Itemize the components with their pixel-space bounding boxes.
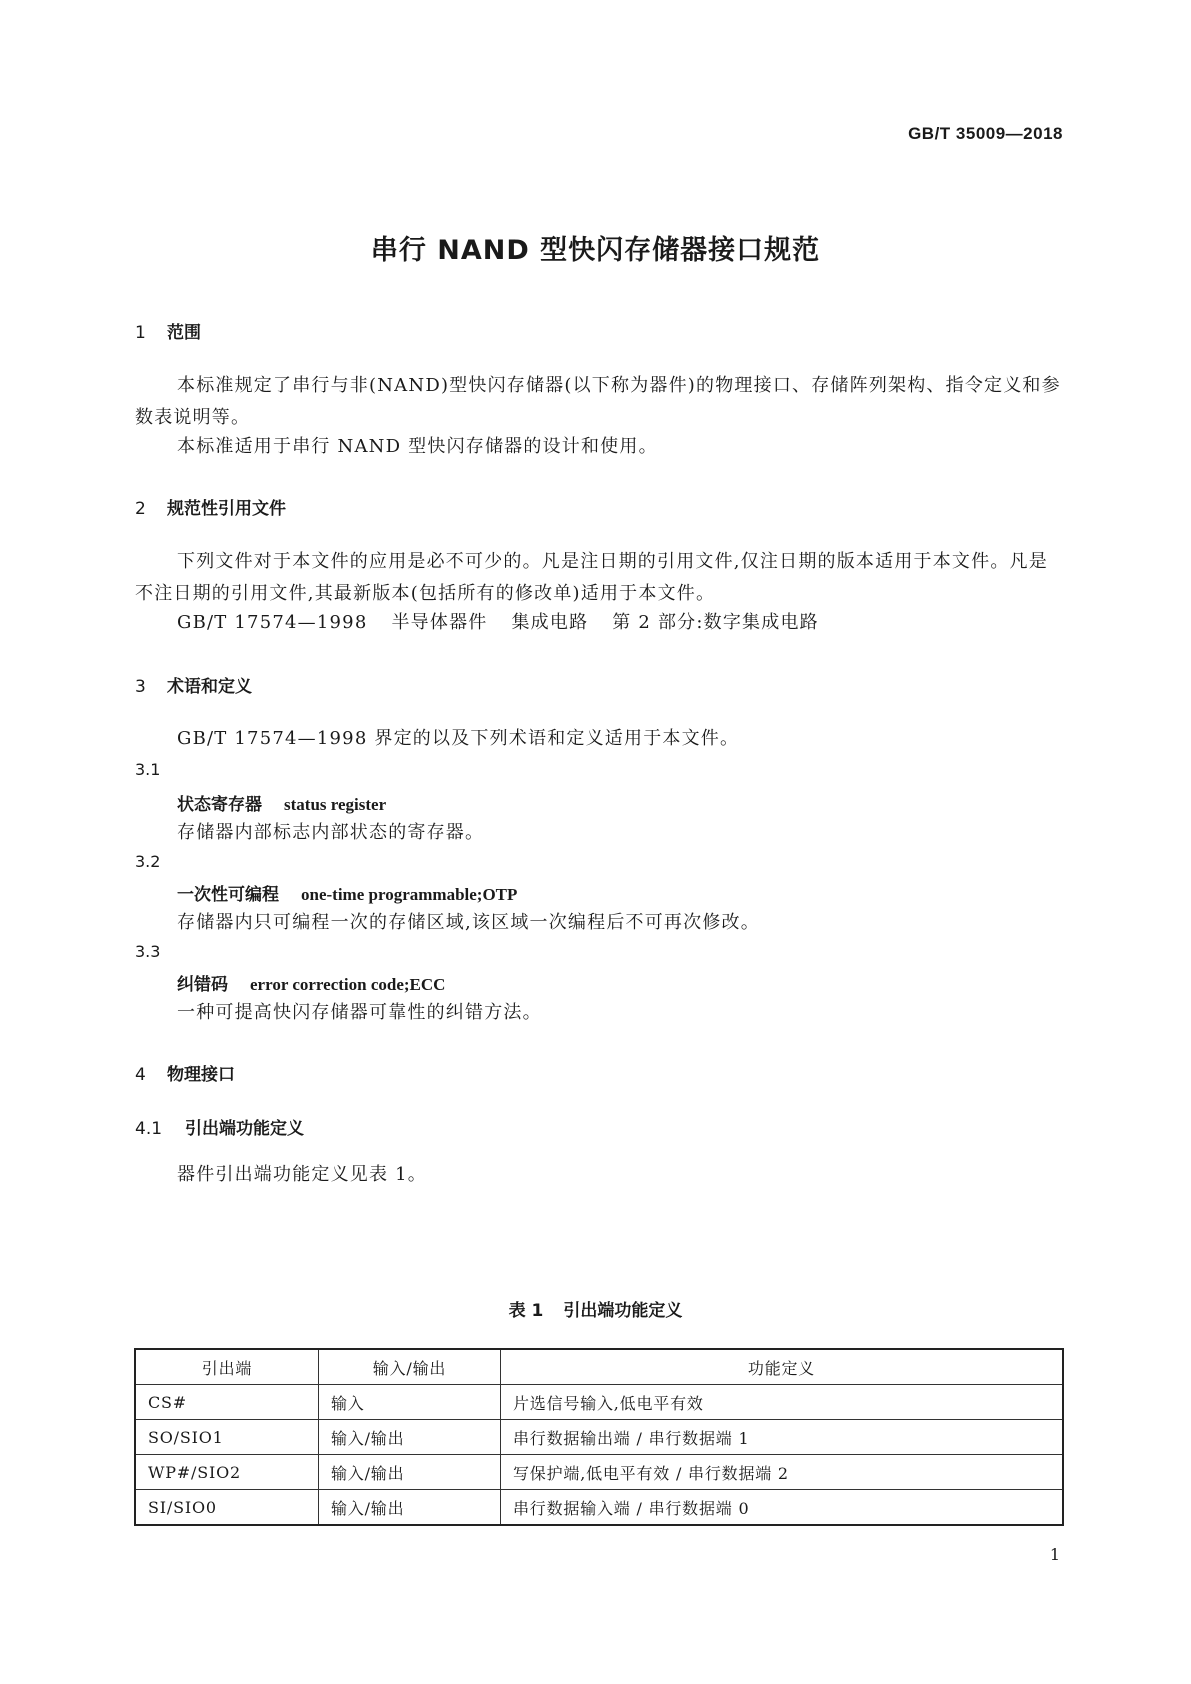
section-3-paragraph-1: GB/T 17574—1998 界定的以及下列术语和定义适用于本文件。 xyxy=(177,728,740,749)
section-number: 4 xyxy=(135,1065,146,1085)
section-4-1-heading xyxy=(135,1114,304,1139)
page-number: 1 xyxy=(1049,1545,1060,1564)
paragraph-text: 本标准规定了串行与非(NAND)型快闪存储器(以下称为器件)的物理接口、存储阵列架构、指令定义和参数表说明等。 xyxy=(135,375,1061,428)
section-number: 1 xyxy=(135,323,146,343)
section-1-heading xyxy=(135,318,201,343)
section-title: 引出端功能定义 xyxy=(185,1119,304,1139)
table-row xyxy=(135,1455,1063,1490)
reference-part-1: 半导体器件 xyxy=(391,612,488,633)
term-english: error correction code;ECC xyxy=(250,975,446,994)
table-row xyxy=(135,1385,1063,1420)
section-number: 3 xyxy=(135,677,146,697)
table-cell: CS# xyxy=(135,1385,319,1420)
table-header-row xyxy=(135,1349,1063,1385)
table-row xyxy=(135,1490,1063,1526)
document-title: 串行 NAND 型快闪存储器接口规范 xyxy=(370,235,821,266)
term-definition: 一种可提高快闪存储器可靠性的纠错方法。 xyxy=(177,1002,542,1023)
section-title: 规范性引用文件 xyxy=(167,499,286,519)
section-1-paragraph-1 xyxy=(135,370,1063,434)
column-header: 功能定义 xyxy=(501,1349,1064,1385)
table-row xyxy=(135,1420,1063,1455)
table-cell: 输入 xyxy=(319,1385,501,1420)
table-title: 引出端功能定义 xyxy=(563,1301,683,1321)
reference-part-2: 集成电路 xyxy=(511,612,589,633)
term-heading xyxy=(177,880,517,905)
term-definition: 存储器内部标志内部状态的寄存器。 xyxy=(177,822,485,843)
table-cell: 串行数据输出端 / 串行数据端 1 xyxy=(501,1420,1064,1455)
term-heading xyxy=(177,790,386,815)
term-english: status register xyxy=(284,795,387,814)
term-english: one-time programmable;OTP xyxy=(301,885,518,904)
term-definition: 存储器内只可编程一次的存储区域,该区域一次编程后不可再次修改。 xyxy=(177,912,760,933)
reference-part-3: 第 2 部分:数字集成电路 xyxy=(612,612,819,633)
section-2-heading xyxy=(135,494,286,519)
table-cell: 片选信号输入,低电平有效 xyxy=(501,1385,1064,1420)
term-number: 3.2 xyxy=(135,852,161,871)
section-title: 物理接口 xyxy=(167,1065,235,1085)
reference-code: GB/T 17574—1998 xyxy=(177,612,368,633)
term-number: 3.1 xyxy=(135,760,161,779)
term-chinese: 一次性可编程 xyxy=(177,885,279,905)
section-4-1-paragraph: 器件引出端功能定义见表 1。 xyxy=(177,1164,427,1185)
column-header: 输入/输出 xyxy=(319,1349,501,1385)
section-2-paragraph-1 xyxy=(135,546,1063,610)
table-cell: 写保护端,低电平有效 / 串行数据端 2 xyxy=(501,1455,1064,1490)
table-number: 表 1 xyxy=(508,1301,544,1321)
section-title: 范围 xyxy=(167,323,201,343)
table-cell: 输入/输出 xyxy=(319,1455,501,1490)
section-number: 2 xyxy=(135,499,146,519)
normative-reference xyxy=(177,608,819,634)
section-4-heading xyxy=(135,1060,235,1085)
term-chinese: 状态寄存器 xyxy=(177,795,262,815)
section-number: 4.1 xyxy=(135,1119,163,1139)
section-3-heading xyxy=(135,672,252,697)
table-cell: SI/SIO0 xyxy=(135,1490,319,1526)
table-caption xyxy=(0,1296,1191,1321)
term-number: 3.3 xyxy=(135,942,161,961)
paragraph-text: 下列文件对于本文件的应用是必不可少的。凡是注日期的引用文件,仅注日期的版本适用于本文件。凡是不注日期的引用文件,其最新版本(包括所有的修改单)适用于本文件。 xyxy=(135,551,1048,604)
table-cell: 输入/输出 xyxy=(319,1420,501,1455)
section-title: 术语和定义 xyxy=(167,677,252,697)
table-cell: SO/SIO1 xyxy=(135,1420,319,1455)
term-heading xyxy=(177,970,445,995)
column-header: 引出端 xyxy=(135,1349,319,1385)
pin-definition-table xyxy=(134,1348,1064,1526)
section-1-paragraph-2: 本标准适用于串行 NAND 型快闪存储器的设计和使用。 xyxy=(177,436,658,457)
document-code: GB/T 35009—2018 xyxy=(908,124,1063,143)
term-chinese: 纠错码 xyxy=(177,975,228,995)
table-cell: 串行数据输入端 / 串行数据端 0 xyxy=(501,1490,1064,1526)
table-cell: WP#/SIO2 xyxy=(135,1455,319,1490)
table-cell: 输入/输出 xyxy=(319,1490,501,1526)
